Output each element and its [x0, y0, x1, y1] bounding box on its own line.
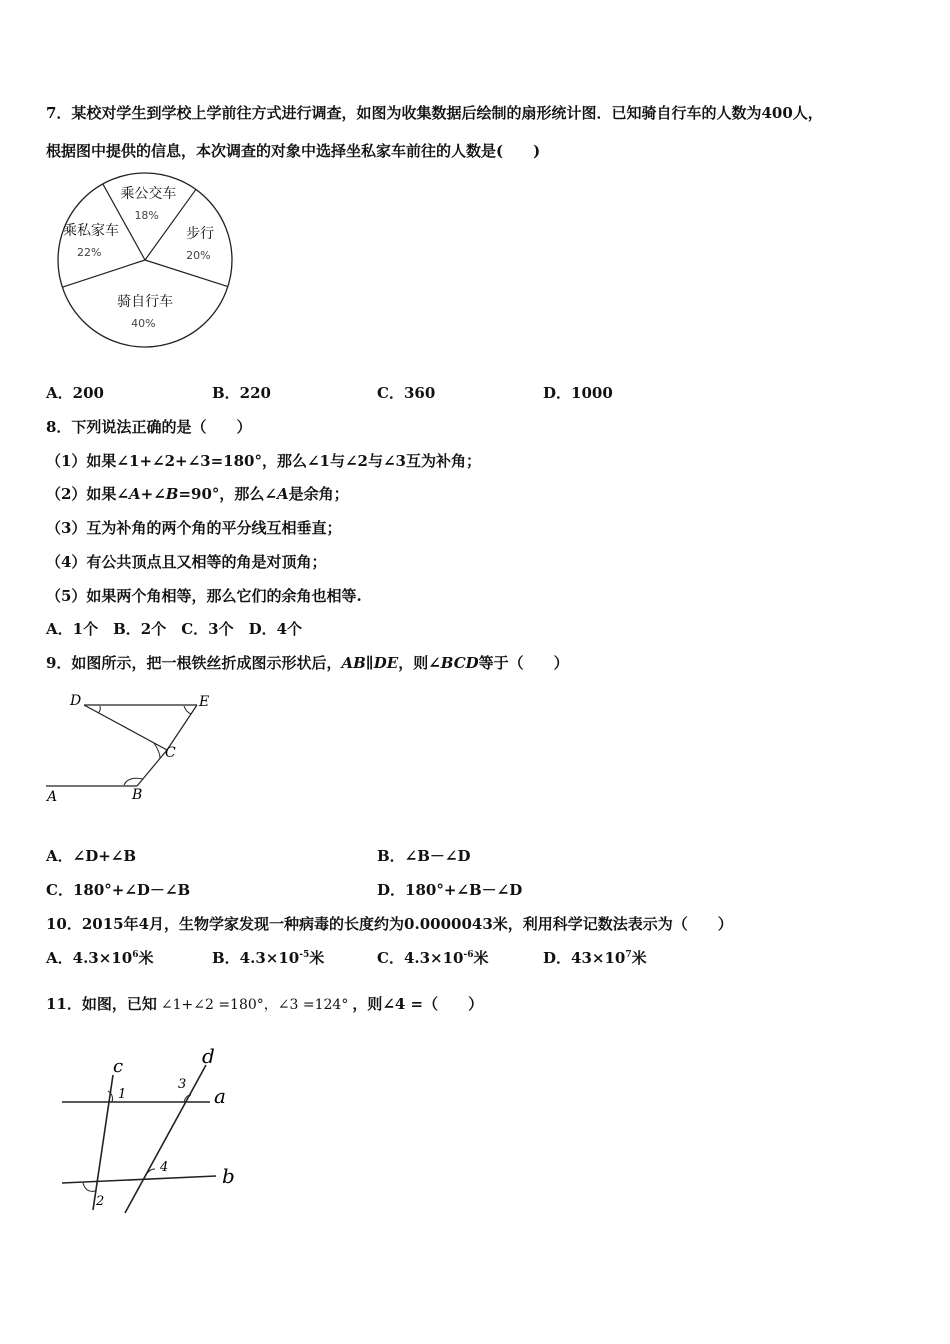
q10-opt-exp: 7	[625, 950, 632, 960]
q9-var: BCD	[440, 654, 479, 672]
q8-s2-part: 是余角；	[288, 485, 349, 503]
pie-slice-boundary	[145, 260, 228, 287]
q7-line2: 根据图中提供的信息，本次调查的对象中选择坐私家车前往的人数是( )	[46, 142, 541, 160]
q9-parallel-symbol: ∥	[365, 654, 374, 672]
q11-label-2: 2	[96, 1194, 105, 1209]
q10-opt-text: A．4.3×10	[46, 949, 133, 967]
q9-option-d: D．180°+∠B－∠D	[377, 881, 523, 899]
q10-option-c	[377, 948, 489, 968]
q10-opt-exp: 6	[132, 950, 139, 960]
q11-label-a: a	[214, 1084, 226, 1108]
q11-text: ，则∠4 =（ ）	[352, 995, 484, 1013]
q10-option-a	[46, 948, 153, 968]
q8-options: A．1个 B．2个 C．3个 D．4个	[46, 620, 303, 638]
q8-statement-2	[46, 484, 349, 504]
q11-line-b	[62, 1176, 216, 1183]
q9-option-a: A．∠D+∠B	[46, 847, 137, 865]
q9-text: 等于（ ）	[478, 654, 569, 672]
q7-option-b: B．220	[212, 384, 271, 402]
q10-opt-unit: 米	[309, 949, 325, 967]
q11-label-1: 1	[118, 1087, 127, 1102]
pie-slice-percent: 40%	[131, 316, 156, 330]
q10-opt-exp: -6	[463, 950, 474, 960]
q10-opt-exp: -5	[299, 950, 310, 960]
q11-line-d	[125, 1065, 206, 1213]
pie-slice-label: 步行	[186, 225, 215, 242]
pie-slice-percent: 18%	[134, 209, 159, 223]
q8-statement-5: （5）如果两个角相等，那么它们的余角也相等.	[46, 587, 362, 605]
q10-opt-text: B．4.3×10	[212, 949, 300, 967]
q11-label-4: 4	[160, 1160, 169, 1175]
q8-statement-3: （3）互为补角的两个角的平分线互相垂直；	[46, 519, 342, 537]
q10-option-b	[212, 948, 324, 968]
q9-text: ，则∠	[398, 654, 441, 672]
q8-title: 8．下列说法正确的是（ ）	[46, 418, 252, 436]
pie-slice-boundary	[62, 260, 145, 287]
q9-var: AB	[341, 654, 366, 672]
q11-title	[46, 994, 483, 1015]
q10-title: 10．2015年4月，生物学家发现一种病毒的长度约为0.0000043米，利用科学记数法表示为（ ）	[46, 915, 733, 933]
q8-s2-var: A	[277, 485, 289, 503]
q9-title	[46, 653, 569, 673]
q11-text: 11．如图，已知	[46, 995, 157, 1013]
q11-label-b: b	[222, 1164, 235, 1188]
pie-slice-label: 乘公交车	[120, 186, 177, 203]
q9-var: DE	[373, 654, 399, 672]
q8-statement-1: （1）如果∠1+∠2+∠3=180°，那么∠1与∠2与∠3互为补角；	[46, 452, 481, 470]
q10-opt-unit: 米	[138, 949, 154, 967]
q7-line1: 7．某校对学生到学校上学前往方式进行调查，如图为收集数据后绘制的扇形统计图．已知骑自行车的人数为400人，	[46, 104, 823, 122]
pie-slice-label: 骑自行车	[117, 293, 174, 310]
pie-slice-percent: 20%	[186, 248, 211, 262]
q9-label-a: A	[47, 789, 58, 805]
q9-label-c: C	[165, 745, 176, 761]
q8-s2-part: =90°，那么∠	[178, 485, 277, 503]
q9-angle-d	[98, 706, 100, 713]
q9-label-b: B	[132, 787, 143, 803]
q9-segment-cb	[137, 750, 167, 786]
q11-angle-2	[83, 1183, 95, 1191]
q10-option-d	[543, 948, 647, 968]
pie-chart	[45, 170, 245, 370]
q9-figure	[44, 690, 244, 810]
q11-label-c: c	[113, 1056, 124, 1077]
q8-s2-var: B	[165, 485, 179, 503]
q11-given: ∠1+∠2 =180°，∠3 =124°	[160, 997, 349, 1013]
q7-option-c: C．360	[377, 384, 436, 402]
q9-angle-e	[184, 706, 191, 714]
q9-segment-ec	[167, 705, 197, 750]
q11-figure	[58, 1045, 258, 1215]
q10-opt-text: D．43×10	[543, 949, 626, 967]
q9-text: 9．如图所示，把一根铁丝折成图示形状后，	[46, 654, 342, 672]
pie-slice-percent: 22%	[76, 245, 102, 259]
q10-opt-unit: 米	[473, 949, 489, 967]
q11-line-c	[93, 1075, 113, 1210]
q10-opt-unit: 米	[631, 949, 647, 967]
q7-option-a: A．200	[46, 384, 104, 402]
q8-s2-var: A	[129, 485, 141, 503]
q8-s2-part: +∠	[140, 485, 166, 503]
q7-option-d: D．1000	[543, 384, 613, 402]
q9-option-b: B．∠B－∠D	[377, 847, 471, 865]
q9-option-c: C．180°+∠D－∠B	[46, 881, 191, 899]
q9-label-d: D	[70, 693, 82, 709]
q8-s2-part: （2）如果∠	[46, 485, 130, 503]
q8-statement-4: （4）有公共顶点且又相等的角是对顶角；	[46, 553, 327, 571]
q11-label-3: 3	[178, 1077, 187, 1092]
pie-slice-label: 乘私家车	[62, 222, 119, 239]
q10-opt-text: C．4.3×10	[377, 949, 464, 967]
q11-label-d: d	[202, 1044, 215, 1068]
q9-label-e: E	[199, 694, 210, 710]
